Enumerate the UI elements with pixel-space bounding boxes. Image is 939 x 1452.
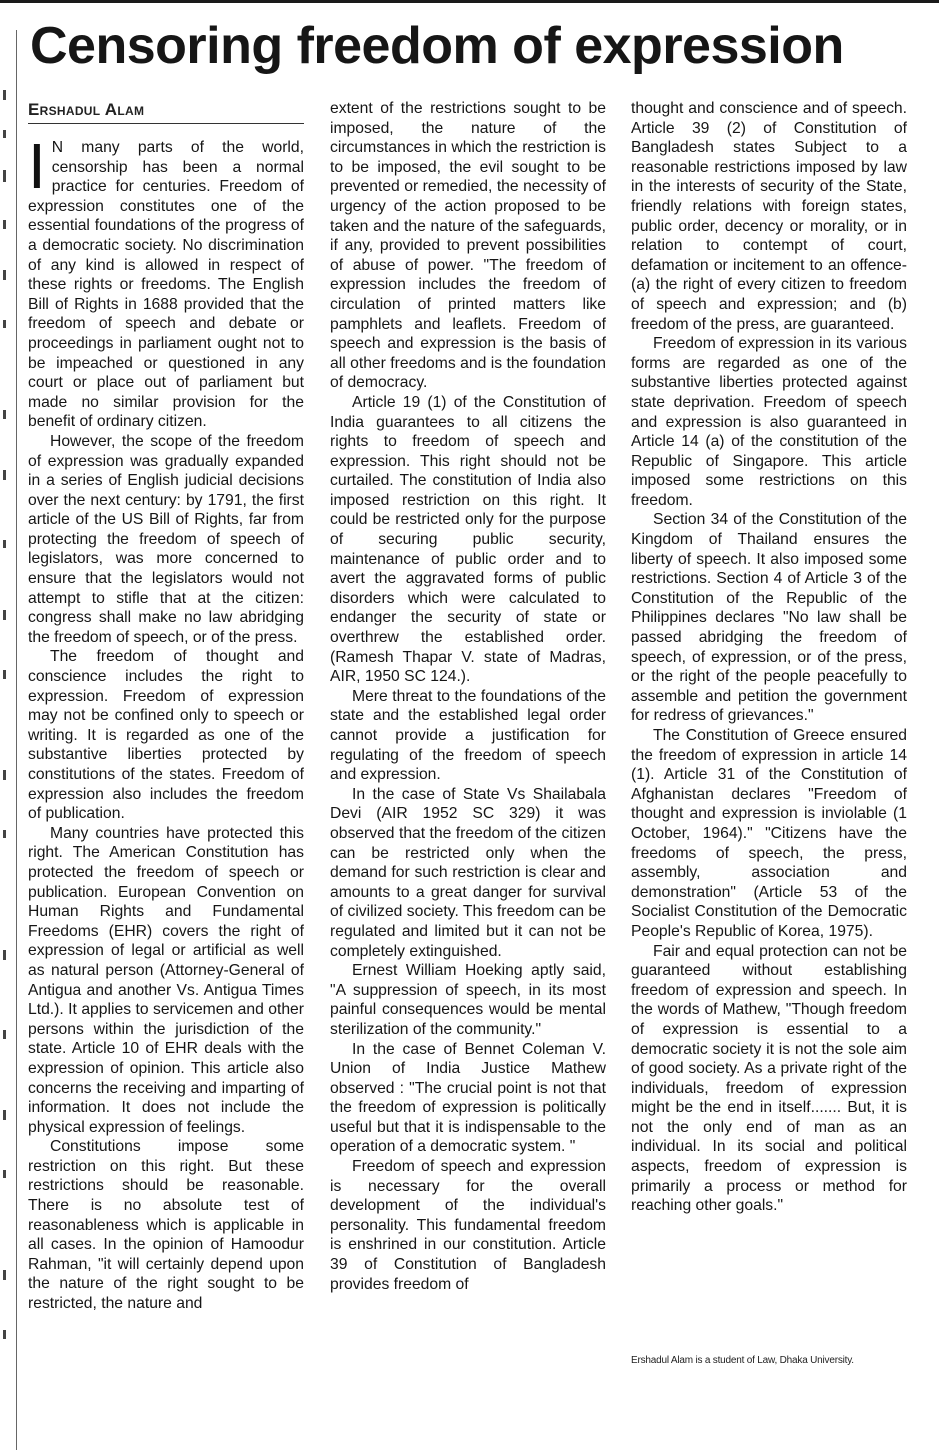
paragraph: Freedom of expression in its various forms are regarded as one of the substantive liberties protected against state deprivation. Freedom of speech and expression is also guaranteed in Article 14 (a) of the constitution of the Republic of Singapore. This article imposed some restrictions on this freedom. [631, 335, 907, 509]
paragraph: Freedom of speech and expression is necessary for the overall development of the individual's personality. This fundamental freedom is enshrined in our constitution. Article 39 of Constitution of Bangladesh provides freedom of [330, 1158, 606, 1293]
headline: Censoring freedom of expression [30, 17, 844, 75]
paragraph: The freedom of thought and conscience includes the right to expression. Freedom of expression may not be confined only to speech or writing. It is regarded as one of the substantive liberties protected by constitutions of the states. Freedom of expression also includes the freedom of publication. [28, 648, 304, 823]
paragraph: In the case of Bennet Coleman V. Union of India Justice Mathew observed : "The crucial point is not that the freedom of expression is politically useful but that it is indispensable to the operation of a democratic system. " [330, 1040, 606, 1156]
paragraph: The Constitution of Greece ensured the freedom of expression in article 14 (1). Article 31 of the Constitution of Afghanistan declares "Freedom of thought and expression is inviolable (1 October, 1964)." "Citizens have the freedoms of speech, the press, assembly, association and demonstration" (Article 53 of the Socialist Constitution of the Democratic People's Republic of Korea, 1975). [631, 727, 907, 940]
author-note: Ershadul Alam is a student of Law, Dhaka University. [631, 1355, 854, 1366]
paragraph: extent of the restrictions sought to be imposed, the nature of the circumstances in which the restriction is to be imposed, the evil sought to be prevented or remedied, the necessity of urgency of the action proposed to be taken and the nature of the safeguards, if any, provided to prevent possibilities of abuse of power. "The freedom of expression includes the freedom of circulation of printed matters like pamphlets and leaflets. Freedom of speech and expression is the basis of all other freedoms and is the foundation of democracy. [330, 100, 606, 392]
top-rule [0, 0, 939, 3]
paragraph: Many countries have protected this right. The American Constitution has protected the freedom of speech or publication. European Convention on Human Rights and Fundamental Freedoms (EHR) covers the right of expression of legal or artificial as well as natural person (Attorney-General of Antigua and another Vs. Antigua Times Ltd.). It applies to servicemen and other persons within the jurisdiction of the state. Article 10 of EHR deals with the expression of opinion. This article also concerns the receiving and imparting of information. It does not include the physical expression of feelings. [28, 824, 304, 1136]
paragraph: Ernest William Hoeking aptly said, "A suppression of speech, in its most painful consequences would be mental sterilization of the community." [330, 962, 606, 1038]
article-column-2 [330, 99, 606, 1294]
drop-cap: I [28, 130, 46, 202]
paragraph: However, the scope of the freedom of expression was gradually expanded in a series of English judicial decisions over the next century: by 1791, the first article of the US Bill of Rights, far from protecting the freedom of speech of legislators, was more concerned to ensure that the legislators would not attempt to stifle that at the citizen: congress shall make no law abridging the freedom of speech, or of the press. [28, 432, 304, 646]
byline: Ershadul Alam [28, 99, 304, 124]
paragraph: thought and conscience and of speech. Article 39 (2) of Constitution of Bangladesh states Subject to a reasonable restrictions imposed by law in the interests of security of the State, friendly relations with foreign states, public order, decency or morality, or in relation to contempt of court, defamation or incitement to an offence- (a) the right of every citizen to freedom of speech and expression; and (b) freedom of the press, are guaranteed. [631, 100, 907, 333]
paragraph: Article 19 (1) of the Constitution of India guarantees to all citizens the rights to freedom of speech and expression. This right should not be curtailed. The constitution of India also imposed restriction on this right. It could be restricted only for the purpose of securing public security, maintenance of public order and to avert the aggravated forms of public disorders which were calculated to endanger the security of state or overthrew the established order. (Ramesh Thapar V. state of Madras, AIR, 1950 SC 124.). [330, 393, 606, 686]
paragraph: Constitutions impose some restriction on this right. But these restrictions should be reasonable. There is no absolute test of reasonableness which is applicable in all cases. In the opinion of Hamoodur Rahman, "it will certainly depend upon the nature of the right sought to be restricted, the nature and [28, 1138, 304, 1313]
adjacent-column-edge [0, 70, 14, 1450]
paragraph: Mere threat to the foundations of the state and the established legal order cannot provide a justification for regulating of the freedom of speech and expression. [330, 687, 606, 784]
paragraph: I N many parts of the world, censorship has been a normal practice for centuries. Freedom of expression constitutes one of the essential foundations of the progress of a democratic society. No discrimination of any kind is allowed in respect of these rights or freedoms. The English Bill of Rights in 1688 provided that the freedom of speech and debate or proceedings in parliament ought not to be impeached or questioned in any court or place out of parliament but made no similar provision for the benefit of ordinary citizen. [28, 130, 304, 431]
paragraph: Section 34 of the Constitution of the Kingdom of Thailand ensures the liberty of speech. It also imposed some restrictions. Section 4 of Article 3 of the Constitution of the Republic of the Philippines declares "No law shall be passed abridging the freedom of speech, of expression, or of the press, or the right of the people peacefully to assemble and petition the government for redress of grievances." [631, 511, 907, 725]
paragraph: Fair and equal protection can not be guaranteed without establishing freedom of expression and speech. In the words of Mathew, "Though freedom of expression is essential to a democratic society it is not the sole aim of good society. As a private right of the individuals, freedom of expression might be the end in itself....... But, it is not the only end of man as an individual. In its social and political aspects, freedom of expression is primarily a process or method for reaching other goals." [631, 942, 907, 1215]
paragraph: In the case of State Vs Shailabala Devi (AIR 1952 SC 329) it was observed that the freedom of the citizen can be restricted only when the demand for such restriction is clear and amounts to a great danger for survival of civilized society. This freedom can be regulated and limited but it can not be completely extinguished. [330, 785, 606, 960]
column-divider [16, 30, 17, 1450]
article-column-1 [28, 130, 304, 1314]
article-column-3 [631, 99, 907, 1216]
